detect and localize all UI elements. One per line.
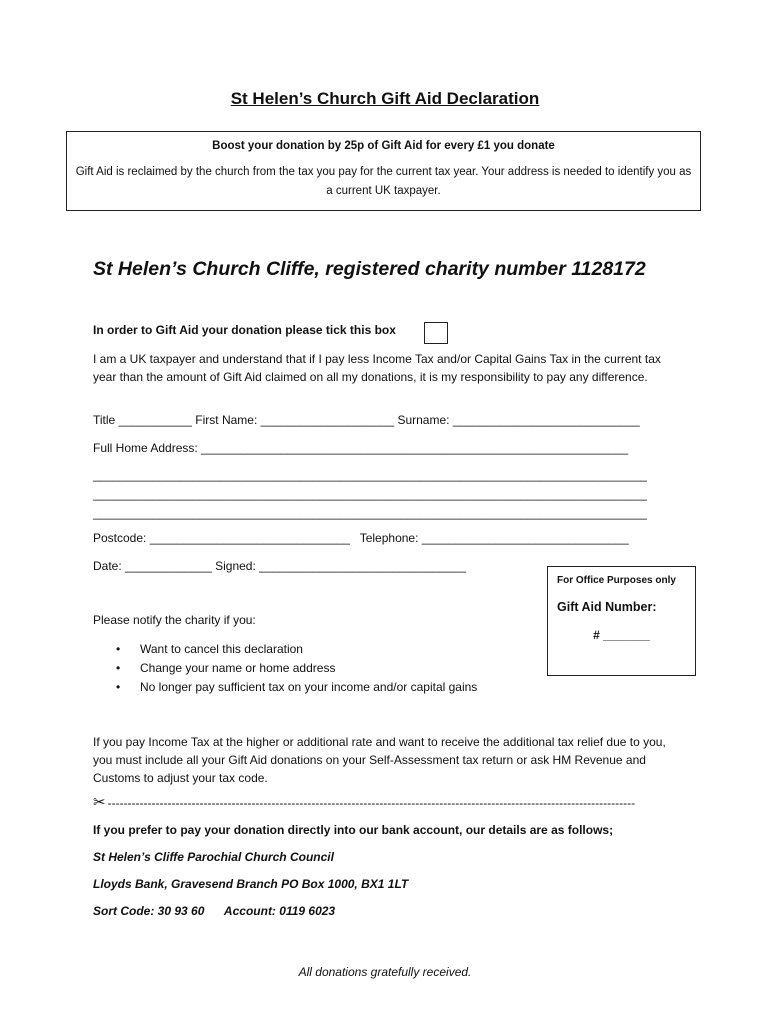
office-box-title: For Office Purposes only [557,575,676,586]
cut-dashes: ------------------------------------------------------------------------------------------------------------------------------------ [107,796,636,810]
list-item: • No longer pay sufficient tax on your income and/or capital gains [110,678,477,697]
footer-note: All donations gratefully received. [298,965,472,979]
address-line-3[interactable]: ___________________________________________________________________________________ [93,487,647,501]
bank-intro: If you prefer to pay your donation directly into our bank account, our details are as follows; [93,823,614,837]
bank-branch: Lloyds Bank, Gravesend Branch PO Box 1000, BX1 1LT [93,877,409,891]
boost-text: Boost your donation by 25p of Gift Aid for every £1 you donate [212,140,555,152]
tick-instruction: In order to Gift Aid your donation please tick this box [93,323,396,337]
gift-aid-number-label: Gift Aid Number: [557,600,657,614]
bank-account-name: St Helen’s Cliffe Parochial Church Council [93,850,334,864]
gift-aid-checkbox[interactable] [424,322,448,344]
cut-line [93,793,673,811]
postcode-telephone-fields[interactable]: Postcode: ______________________________ Telephone: _______________________________ [93,531,629,545]
page-title: St Helen’s Church Gift Aid Declaration [230,89,540,108]
charity-heading: St Helen’s Church Cliffe, registered charity number 1128172 [93,258,646,280]
taxpayer-statement: I am a UK taxpayer and understand that if I pay less Income Tax and/or Capital Gains Tax in the current tax year than the amount of Gift Aid claimed on all my donations, it is my responsibility to pay any difference. [93,352,661,384]
list-item: • Change your name or home address [110,659,477,678]
intro-description: Gift Aid is reclaimed by the church from the tax you pay for the current tax year. Your address is needed to identify you as a current UK taxpayer. [75,166,692,197]
office-use-box [547,566,696,676]
list-item: • Want to cancel this declaration [110,640,477,659]
intro-box [66,131,701,211]
bank-sort-account: Sort Code: 30 93 60 Account: 0119 6023 [93,904,336,918]
notify-list [110,640,477,697]
address-line-4[interactable]: ___________________________________________________________________________________ [93,506,647,520]
notify-heading: Please notify the charity if you: [93,613,256,627]
address-field[interactable]: Full Home Address: ________________________________________________________________ [93,441,629,455]
address-line-2[interactable]: ___________________________________________________________________________________ [93,468,647,482]
name-fields[interactable]: Title ___________ First Name: ____________________ Surname: ____________________________ [93,413,640,427]
gift-aid-number-field: # _______ [593,628,650,642]
date-signed-fields[interactable]: Date: _____________ Signed: _______________________________ [93,559,467,573]
higher-rate-note: If you pay Income Tax at the higher or additional rate and want to receive the additional tax relief due to you, you must include all your Gift Aid donations on your Self-Assessment tax return or ask HM Revenue and Customs to adjust your tax code. [93,735,666,785]
scissors-icon: ✂ [93,794,106,811]
